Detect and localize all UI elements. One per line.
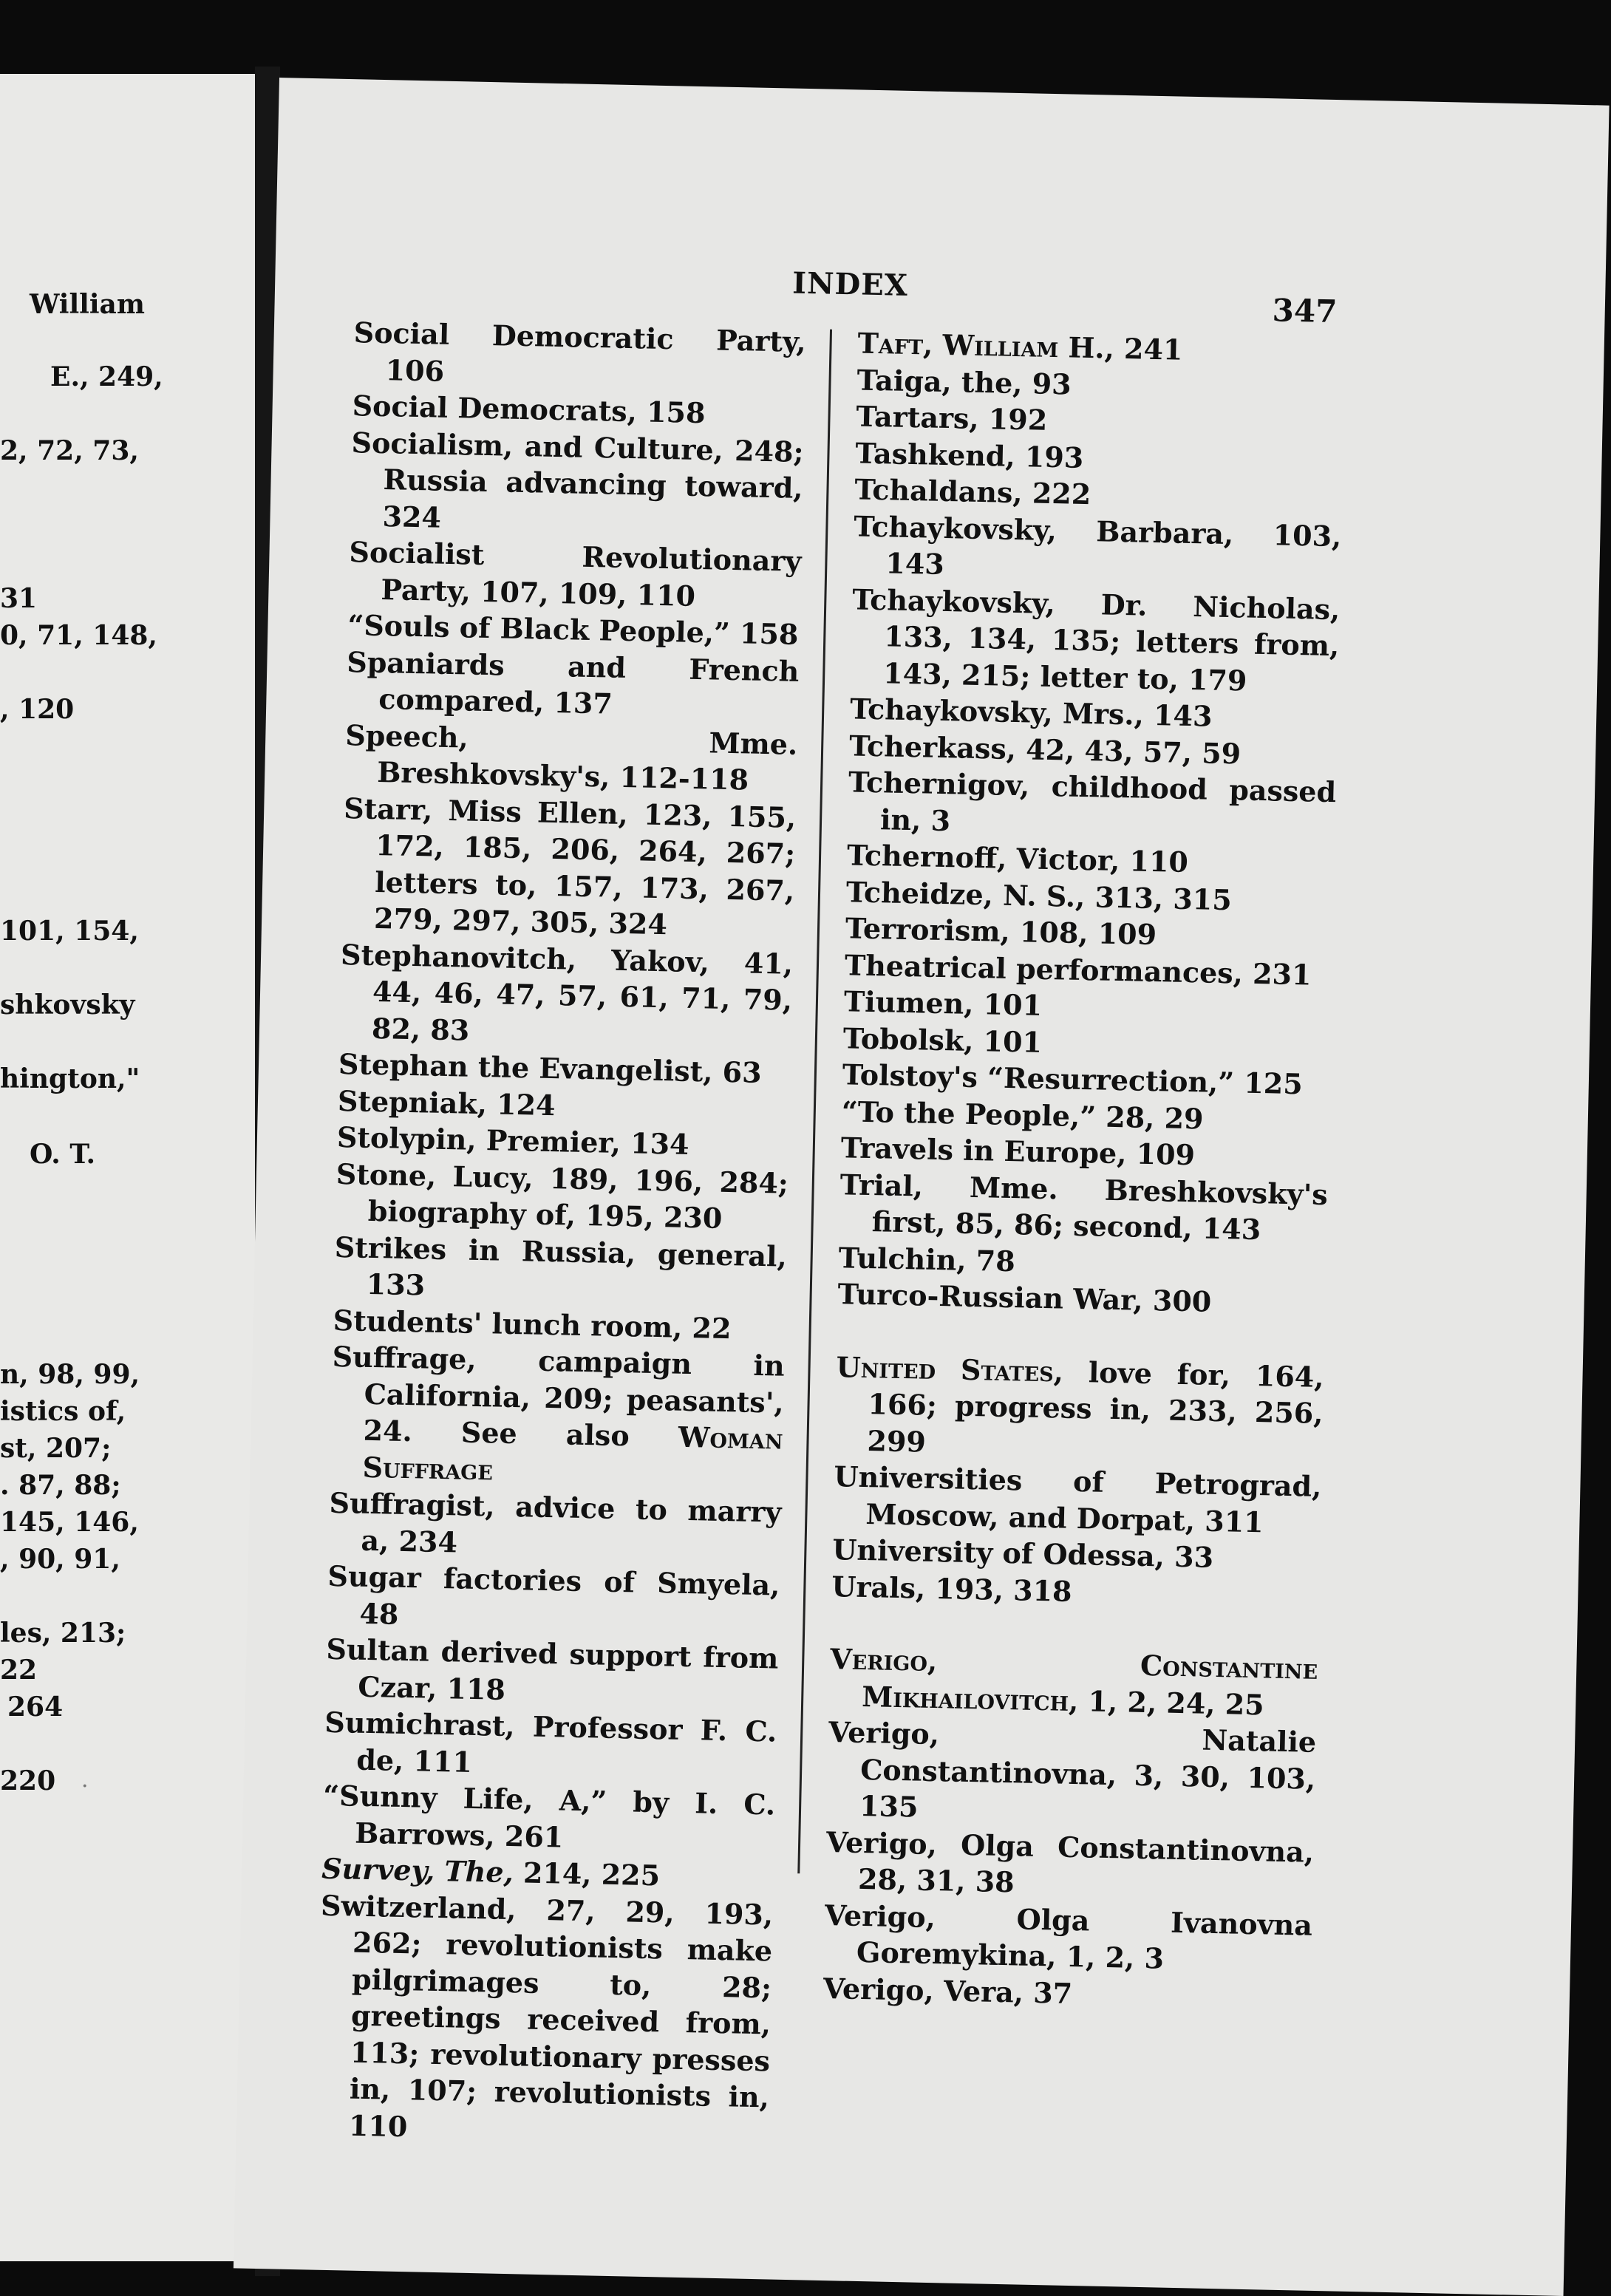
- left-fragment: 22: [0, 1655, 38, 1686]
- entry-small-caps-heading: Taft, William H.,: [857, 326, 1115, 365]
- index-entry: [327, 1558, 780, 1641]
- entry-text: Trial, Mme. Breshkovsky's first, 85, 86; second, 143: [839, 1167, 1329, 1247]
- index-entry: [344, 717, 798, 800]
- entry-text: Taiga, the, 93: [856, 362, 1072, 401]
- entry-text: Travels in Europe, 109: [840, 1131, 1196, 1172]
- entry-small-caps-heading: Verigo, Constantine Mikhailovitch,: [829, 1642, 1318, 1717]
- entry-text: University of Odessa, 33: [831, 1533, 1214, 1574]
- left-fragment: 31: [0, 583, 38, 614]
- entry-text: “To the People,” 28, 29: [841, 1094, 1204, 1135]
- index-entry: [328, 1485, 782, 1567]
- page-speck: ·: [81, 1774, 89, 1799]
- left-fragment: , 90, 91,: [0, 1544, 120, 1575]
- entry-text: 214, 225: [513, 1856, 661, 1893]
- entry-text: Speech, Mme. Breshkovsky's, 112-118: [344, 718, 798, 797]
- entry-text: love for, 164, 166; progress in, 233, 256, 299: [867, 1355, 1324, 1459]
- left-fragment: 145, 146,: [0, 1507, 139, 1538]
- entry-text: Verigo, Olga Constantinovna, 28, 31, 38: [825, 1825, 1315, 1899]
- left-fragment: istics of,: [0, 1396, 126, 1427]
- entry-text: Tulchin, 78: [838, 1240, 1016, 1278]
- left-fragment: , 120: [0, 694, 75, 725]
- entry-text: Tcheidze, N. S., 313, 315: [845, 874, 1233, 916]
- left-fragment: O. T.: [30, 1139, 95, 1170]
- entry-text: Switzerland, 27, 29, 193, 262; revolutionists make pilgrimages to, 28; greetings received from, 113; revolutionary presses in, 107; revolutionists in, 110: [320, 1888, 774, 2143]
- left-fragment: st, 207;: [0, 1433, 112, 1464]
- left-fragment: 0, 71, 148,: [0, 620, 157, 651]
- entry-text: Tchaykovsky, Barbara, 103, 143: [853, 508, 1342, 581]
- entry-text: Tolstoy's “Resurrection,” 125: [842, 1057, 1304, 1101]
- index-entry: [324, 1704, 777, 1787]
- index-entry: [833, 1458, 1322, 1542]
- index-entry: [352, 314, 806, 397]
- left-fragment: William: [30, 289, 145, 320]
- entry-text: Turco-Russian War, 300: [837, 1277, 1212, 1318]
- column-divider: [797, 330, 832, 1874]
- index-entry: [316, 1887, 773, 2152]
- index-entry: [848, 763, 1337, 847]
- entry-text: Socialism, and Culture, 248; Russia advancing toward, 324: [351, 425, 805, 534]
- entry-text: Tchernoff, Victor, 110: [846, 838, 1189, 879]
- entry-text: “Sunny Life, A,” by I. C. Barrows, 261: [322, 1778, 776, 1854]
- entry-text: Verigo, Olga Ivanovna Goremykina, 1, 2, 3: [824, 1898, 1313, 1975]
- entry-text: Theatrical performances, 231: [844, 947, 1312, 992]
- index-entry: [825, 1824, 1315, 1907]
- left-fragment: 264: [7, 1692, 64, 1723]
- entry-text: Tchaykovsky, Mrs., 143: [849, 692, 1213, 733]
- entry-text: “Souls of Black People,” 158: [347, 608, 799, 651]
- index-entry: [839, 1166, 1328, 1250]
- entry-text: Tchaykovsky, Dr. Nicholas, 133, 134, 135; letters from, 143, 215; letter to, 179: [851, 582, 1341, 698]
- entry-text: 1, 2, 24, 25: [1077, 1683, 1265, 1721]
- entry-text: Social Democrats, 158: [352, 389, 706, 430]
- entry-text: Tobolsk, 101: [842, 1021, 1043, 1059]
- index-entry: [335, 1155, 789, 1238]
- entry-text: Sumichrast, Professor F. C. de, 111: [324, 1705, 777, 1779]
- left-fragment: 101, 154,: [0, 916, 139, 947]
- entry-text: 241: [1114, 331, 1183, 367]
- left-fragment: E., 249,: [50, 361, 163, 392]
- entry-text: Spaniards and French compared, 137: [347, 644, 800, 721]
- index-entry: [346, 644, 800, 726]
- entry-text: Stephanovitch, Yakov, 41, 44, 46, 47, 57, 61, 71, 79, 82, 83: [340, 937, 794, 1047]
- entry-text: Urals, 193, 318: [831, 1569, 1072, 1608]
- left-facing-page: [0, 74, 259, 2261]
- left-fragment: hington,": [0, 1063, 140, 1094]
- running-head: INDEX: [791, 265, 909, 303]
- index-entry: [325, 1631, 779, 1714]
- left-fragment: shkovsky: [0, 989, 135, 1021]
- entry-text: Sultan derived support from Czar, 118: [326, 1632, 779, 1706]
- entry-text: Starr, Miss Ellen, 123, 155, 172, 185, 206, 264, 267; letters to, 157, 173, 267, 279, 297, 305, 324: [343, 791, 797, 941]
- entry-text: Universities of Petrograd, Moscow, and Dorpat, 311: [834, 1459, 1322, 1539]
- entry-text: Verigo, Vera, 37: [822, 1971, 1073, 2010]
- left-fragment: n, 98, 99,: [0, 1359, 140, 1390]
- entry-text: Stone, Lucy, 189, 196, 284; biography of, 195, 230: [336, 1156, 789, 1235]
- entry-small-caps-heading: United States,: [836, 1349, 1064, 1389]
- index-entry: [851, 581, 1341, 701]
- index-entry: [829, 1641, 1318, 1724]
- entry-text: Students' lunch room, 22: [333, 1303, 732, 1345]
- entry-text: Suffragist, advice to marry a, 234: [329, 1485, 782, 1559]
- entry-text: Suffrage, campaign in California, 209; peasants', 24. See also: [332, 1339, 786, 1453]
- index-entry: [333, 1228, 787, 1311]
- left-fragment: . 87, 88;: [0, 1470, 121, 1501]
- index-entry: [348, 534, 802, 616]
- entry-text: Stolypin, Premier, 134: [336, 1120, 689, 1161]
- entry-text: Stephan the Evangelist, 63: [338, 1046, 763, 1089]
- left-index-column: [316, 314, 806, 2152]
- index-entry: [853, 508, 1342, 591]
- entry-cross-reference: Woman Suffrage: [362, 1420, 784, 1486]
- index-page: [234, 78, 1610, 2296]
- entry-text: Tchernigov, childhood passed in, 3: [848, 765, 1337, 837]
- entry-text: Verigo, Natalie Constantinovna, 3, 30, 103, 135: [828, 1715, 1317, 1824]
- right-index-column: [823, 324, 1346, 2016]
- index-entry: [834, 1349, 1324, 1468]
- entry-text: Sugar factories of Smyela, 48: [327, 1559, 780, 1631]
- entry-text: Socialist Revolutionary Party, 107, 109, 110: [349, 535, 802, 613]
- left-fragment: 220: [0, 1765, 56, 1796]
- entry-text: Terrorism, 108, 109: [845, 911, 1157, 952]
- entry-text: Tartars, 192: [856, 399, 1048, 437]
- entry-text: Strikes in Russia, general, 133: [334, 1230, 788, 1302]
- entry-text: Tashkend, 193: [855, 435, 1084, 474]
- left-fragment: les, 213;: [0, 1618, 126, 1649]
- index-entry: [341, 790, 797, 946]
- index-entry: [824, 1897, 1313, 1980]
- entry-text: Tcherkass, 42, 43, 57, 59: [848, 728, 1242, 770]
- index-entry: [322, 1777, 776, 1860]
- index-entry: [827, 1714, 1317, 1833]
- entry-text: Stepniak, 124: [337, 1083, 556, 1122]
- entry-text: Social Democratic Party, 106: [353, 316, 807, 388]
- index-entry: [339, 936, 794, 1055]
- entry-text: Tchaldans, 222: [854, 472, 1091, 511]
- entry-text: Tiumen, 101: [843, 984, 1043, 1022]
- left-fragment: 2, 72, 73,: [0, 435, 139, 466]
- page-number: 347: [1272, 292, 1338, 330]
- entry-italic-title: Survey, The,: [321, 1851, 514, 1890]
- index-entry: [350, 424, 804, 543]
- index-entry: [330, 1338, 785, 1494]
